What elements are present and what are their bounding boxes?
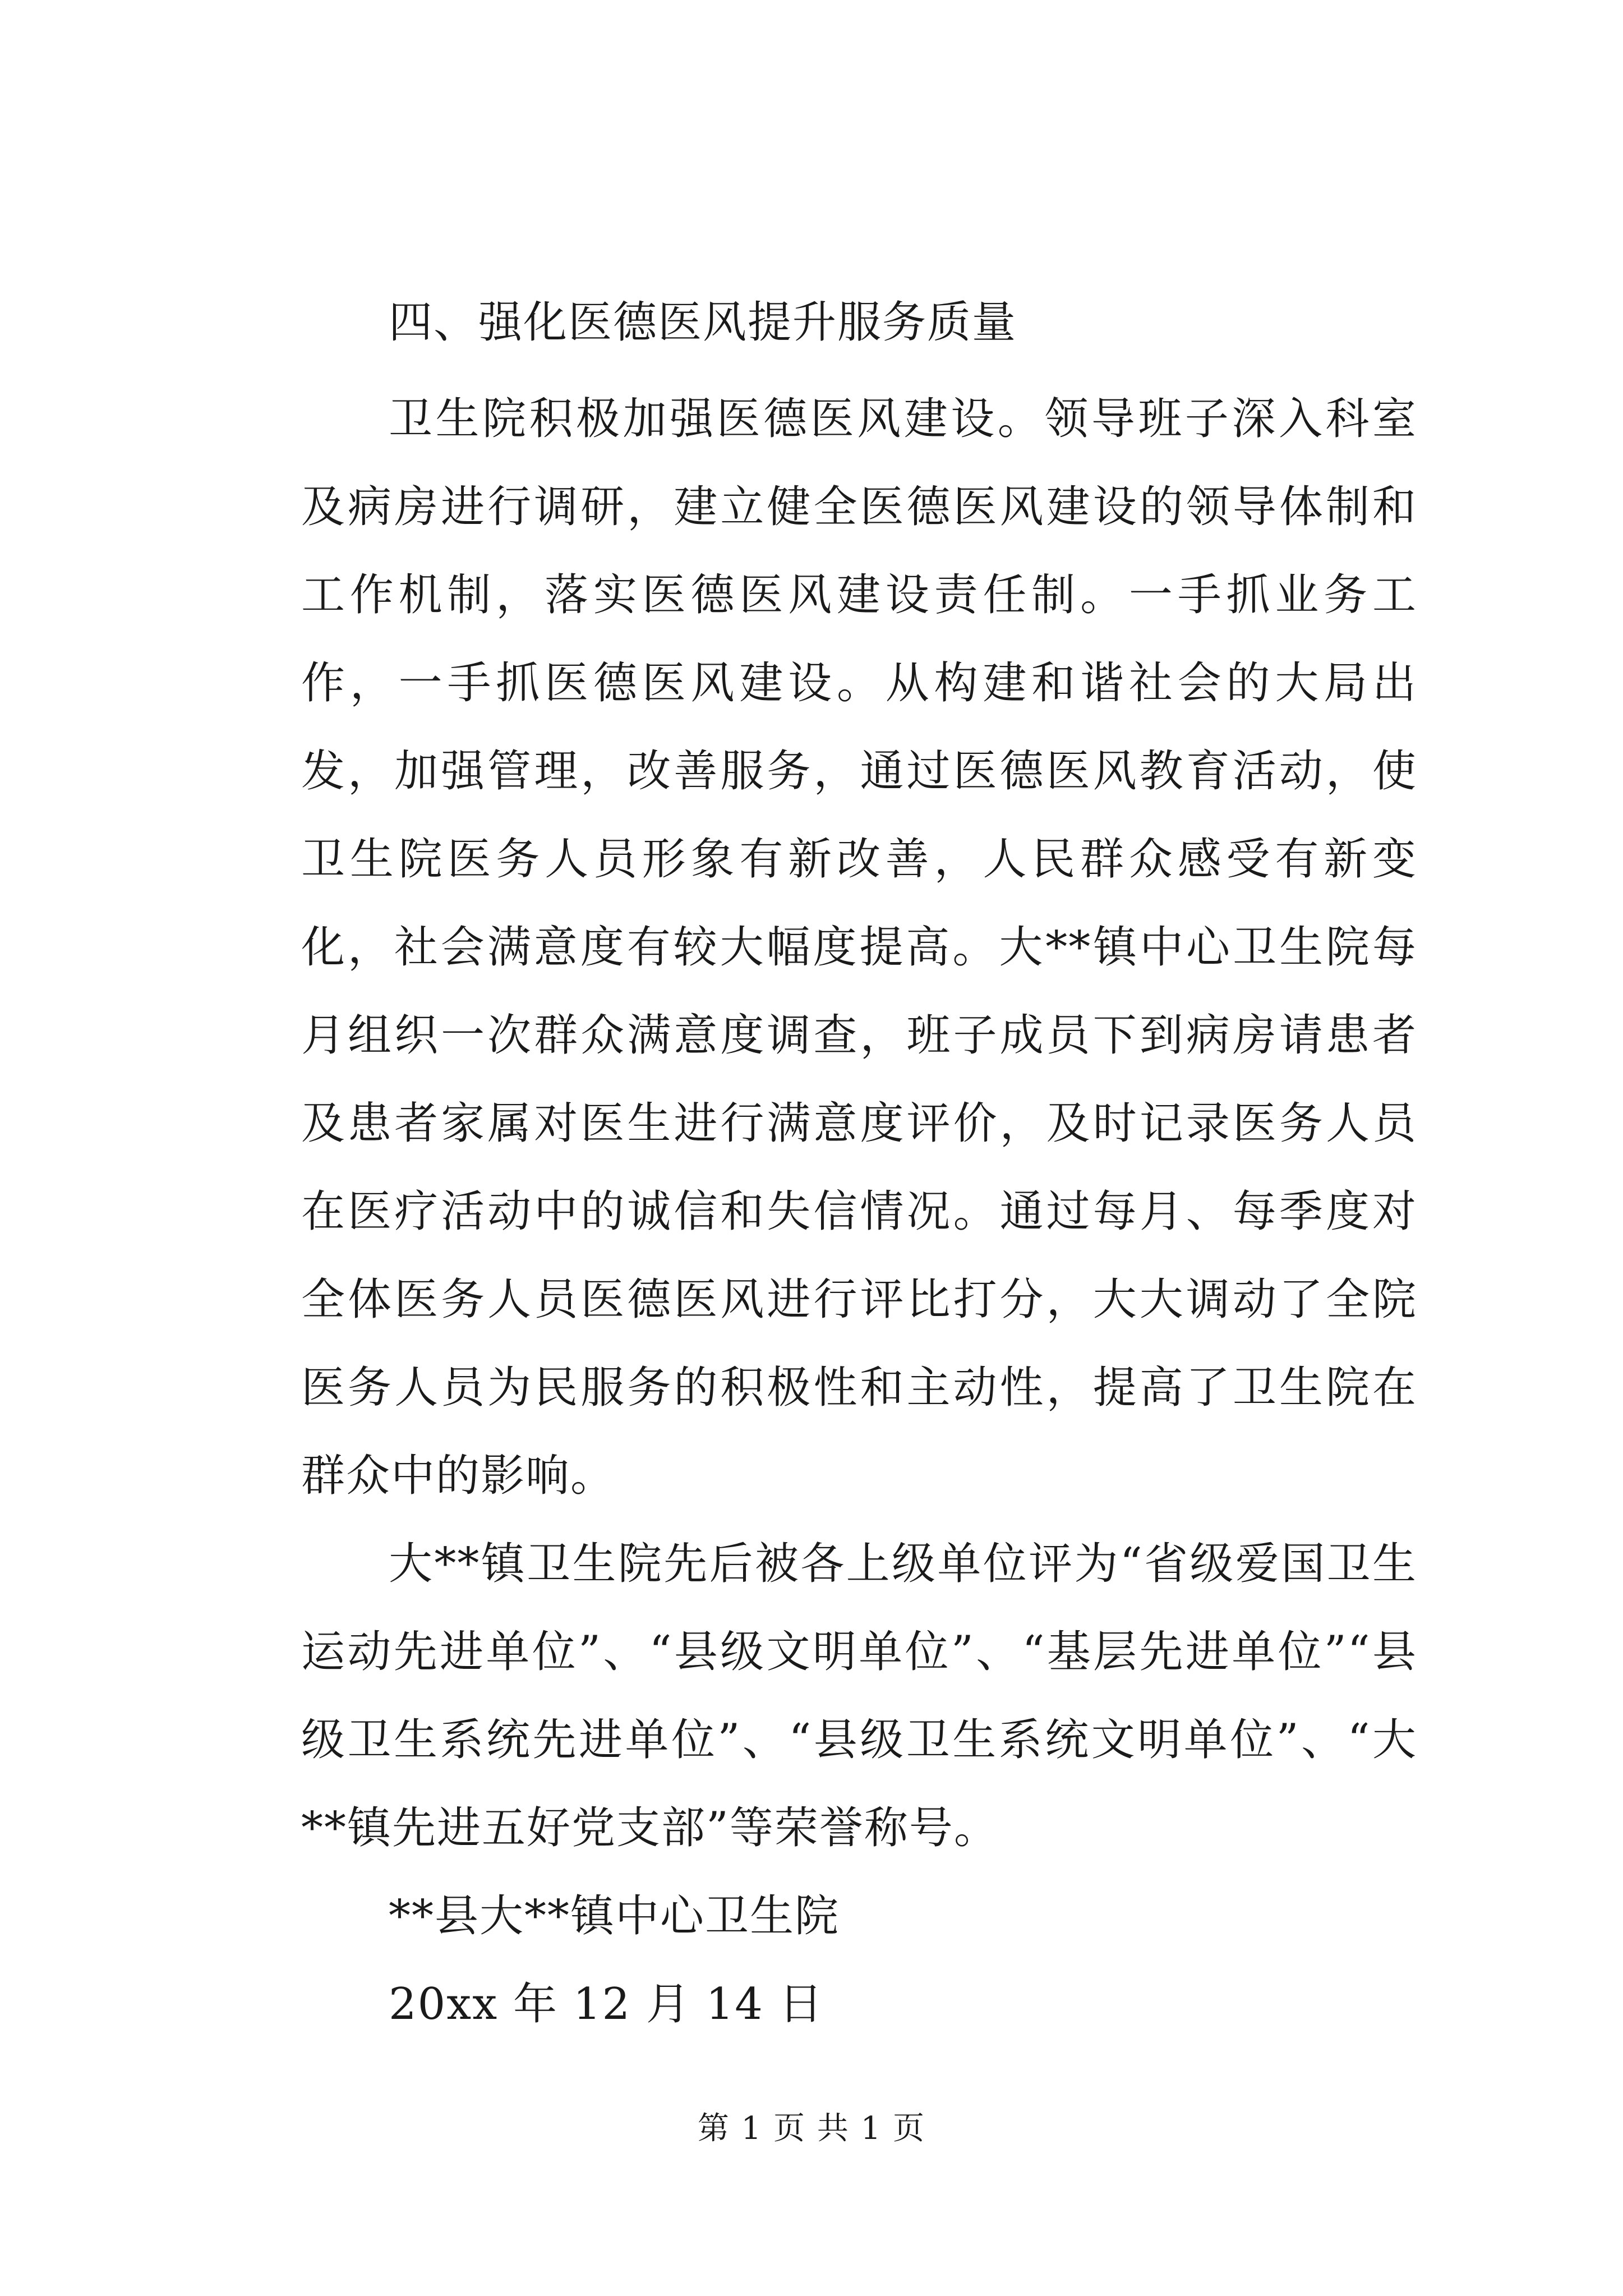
paragraph-2: 大**镇卫生院先后被各上级单位评为“省级爱国卫生运动先进单位”、“县级文明单位”、“基层先进单位”“县级卫生系统先进单位”、“县级卫生系统文明单位”、“大**镇先进五好党支部”等荣誉称号。: [301, 1539, 1417, 1853]
signature-date: 20xx 年 12 月 14 日: [389, 1979, 824, 2030]
document-body: [301, 295, 1417, 2049]
signature-organization: **县大**镇中心卫生院: [389, 1891, 840, 1941]
page-footer: 第 1 页 共 1 页: [697, 2110, 926, 2147]
section-heading: 四、强化医德医风提升服务质量: [389, 297, 1017, 348]
paragraph-1: 卫生院积极加强医德医风建设。领导班子深入科室及病房进行调研，建立健全医德医风建设的领导体制和工作机制，落实医德医风建设责任制。一手抓业务工作，一手抓医德医风建设。从构建和谐社会的大局出发，加强管理，改善服务，通过医德医风教育活动，使卫生院医务人员形象有新改善，人民群众感受有新变化，社会满意度有较大幅度提高。大**镇中心卫生院每月组织一次群众满意度调查，班子成员下到病房请患者及患者家属对医生进行满意度评价，及时记录医务人员在医疗活动中的诚信和失信情况。通过每月、每季度对全体医务人员医德医风进行评比打分，大大调动了全院医务人员为民服务的积极性和主动性，提高了卫生院在群众中的影响。: [301, 394, 1417, 1501]
